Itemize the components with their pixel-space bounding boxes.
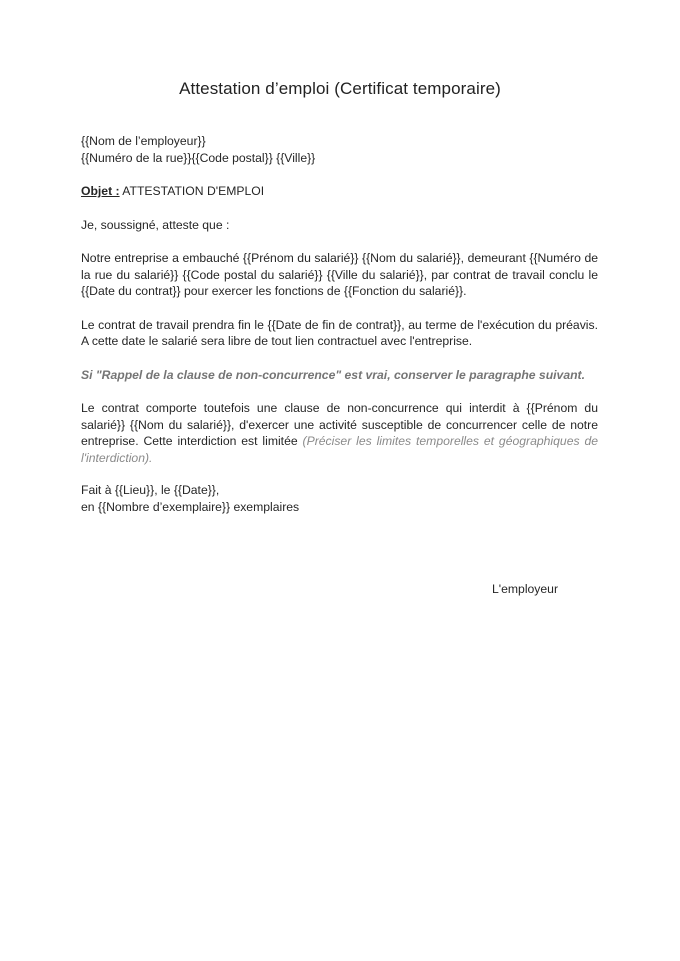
employer-name: {{Nom de l’employeur}} <box>81 134 206 148</box>
document-body <box>81 133 598 515</box>
subject-line <box>81 183 598 200</box>
non-compete-paragraph <box>81 400 598 466</box>
place-date-line: Fait à {{Lieu}}, le {{Date}}, <box>81 483 220 497</box>
subject-value: ATTESTATION D'EMPLOI <box>119 184 265 198</box>
document-title: Attestation d’emploi (Certificat temporaire) <box>179 79 501 98</box>
intro-line: Je, soussigné, atteste que : <box>81 217 230 232</box>
non-compete-hint: (Préciser les limites temporelles et géographiques de l'interdiction). <box>81 434 598 465</box>
employer-address: {{Numéro de la rue}}{{Code postal}} {{Ville}} <box>81 150 316 165</box>
closing-block <box>81 482 598 515</box>
signature-label: L'employeur <box>492 582 559 596</box>
condition-note: Si "Rappel de la clause de non-concurrence" est vrai, conserver le paragraphe suivant. <box>81 367 585 382</box>
contract-end-paragraph: Le contrat de travail prendra fin le {{Date de fin de contrat}}, au terme de l'exécution du préavis. A cette date le salarié sera libre de tout lien contractuel avec l'entreprise. <box>81 317 598 348</box>
subject-label: Objet : <box>81 184 120 198</box>
hire-paragraph: Notre entreprise a embauché {{Prénom du salarié}} {{Nom du salarié}}, demeurant {{Numéro de la rue du salarié}} {{Code postal du salarié}} {{Ville du salarié}}, par contrat de travail conclu le {{Date du contrat}} pour exercer les fonctions de {{Fonction du salarié}}. <box>81 251 598 298</box>
copies-line: en {{Nombre d’exemplaire}} exemplaires <box>81 499 300 514</box>
employer-block <box>81 133 598 166</box>
non-compete-text: Le contrat comporte toutefois une clause de non-concurrence qui interdit à {{Prénom du salarié}} {{Nom du salarié}}, d'exercer une activité susceptible de concurrencer celle de notre entreprise. Cette interdiction est limitée <box>81 401 598 448</box>
